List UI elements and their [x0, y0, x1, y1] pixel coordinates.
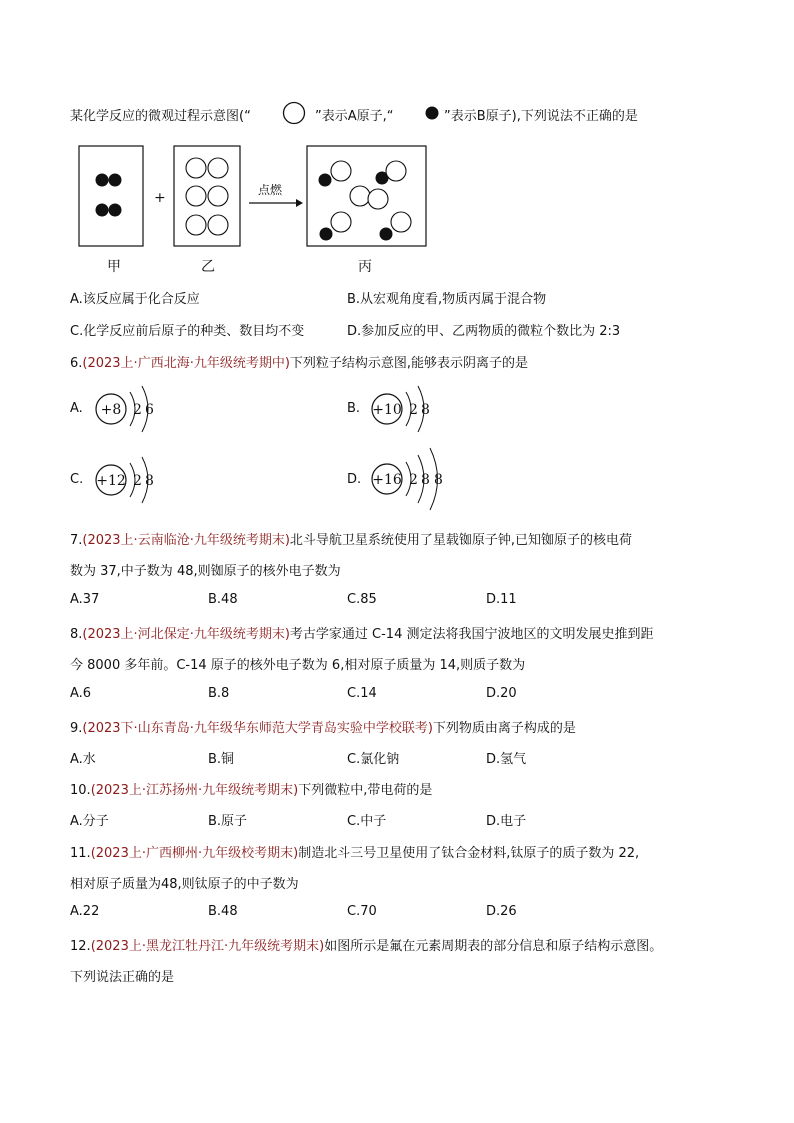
q7-text1: 北斗导航卫星系统使用了星载铷原子钟,已知铷原子的核电荷: [289, 533, 633, 548]
q11-line1: [70, 842, 639, 861]
q6-stem: [70, 352, 528, 371]
q5-stem-part2: ”表示A原子,“: [315, 109, 394, 124]
q8-number: 8.: [70, 627, 83, 642]
nucleus-label: +12: [96, 473, 126, 489]
q9-option-b: B.铜: [208, 752, 235, 767]
a-atom: [391, 212, 411, 232]
box-yi: [174, 146, 240, 246]
q7-option-d: D.11: [486, 592, 517, 607]
b-atom: [109, 174, 122, 187]
q11-option-c: C.70: [347, 904, 377, 919]
q5-stem-part3: ”表示B原子),下列说法不正确的是: [444, 109, 638, 124]
q11-number: 11.: [70, 846, 91, 861]
q6-number: 6.: [70, 356, 83, 371]
q8-option-a: A.6: [70, 686, 92, 701]
a-atom: [186, 158, 206, 178]
nucleus-label: +10: [372, 402, 402, 418]
box-label-yi: 乙: [201, 259, 215, 275]
box-label-bing: 丙: [358, 259, 372, 275]
q8-option-d: D.20: [486, 686, 517, 701]
shell-count: 2: [133, 473, 142, 489]
q7-source: (2023上·云南临沧·九年级统考期末): [82, 533, 290, 548]
q11-option-a: A.22: [70, 904, 100, 919]
q10-option-c: C.中子: [347, 814, 387, 829]
q8-text1: 考古学家通过 C-14 测定法将我国宁波地区的文明发展史推到距: [289, 627, 654, 642]
b-atom: [96, 174, 109, 187]
q10-option-d: D.电子: [486, 814, 527, 829]
reaction-diagram: [70, 138, 440, 253]
q11-source: (2023上·广西柳州·九年级校考期末): [90, 846, 299, 861]
shell-count: 2: [133, 402, 142, 418]
q7-line2: 数为 37,中子数为 48,则铷原子的核外电子数为: [70, 564, 341, 579]
q7-number: 7.: [70, 533, 83, 548]
a-atom: [331, 212, 351, 232]
plus-sign: +: [154, 190, 166, 206]
q8-source: (2023上·河北保定·九年级统考期末): [82, 627, 290, 642]
q6-text: 下列粒子结构示意图,能够表示阴离子的是: [289, 356, 529, 371]
box-label-jia: 甲: [107, 259, 121, 275]
filled-circle-icon: [424, 105, 440, 121]
q7-option-b: B.48: [208, 592, 238, 607]
shell-count: 8: [145, 473, 154, 489]
q5-option-a: A.该反应属于化合反应: [70, 292, 200, 307]
q6-option-c-letter: C.: [70, 472, 84, 487]
a-atom: [386, 161, 406, 181]
nucleus-label: +16: [372, 472, 402, 488]
q10-number: 10.: [70, 783, 91, 798]
q12-number: 12.: [70, 939, 91, 954]
q9-option-d: D.氢气: [486, 752, 527, 767]
nucleus-label: +8: [100, 402, 122, 418]
shell-count: 2: [409, 472, 418, 488]
q5-option-d: D.参加反应的甲、乙两物质的微粒个数比为 2:3: [347, 324, 621, 339]
q8-option-c: C.14: [347, 686, 377, 701]
b-atom: [320, 228, 333, 241]
q12-line2: 下列说法正确的是: [70, 970, 175, 985]
a-atom: [208, 158, 228, 178]
q11-line2: 相对原子质量为48,则钛原子的中子数为: [70, 877, 299, 892]
q10-option-a: A.分子: [70, 814, 109, 829]
q6-option-a-letter: A.: [70, 401, 83, 416]
b-atom: [319, 174, 332, 187]
shell-count: 6: [145, 402, 154, 418]
atom-structure-b: [368, 383, 448, 435]
shell-count: 8: [421, 402, 430, 418]
atom-structure-c: [92, 454, 172, 506]
a-atom: [186, 215, 206, 235]
q12-source: (2023上·黑龙江牡丹江·九年级统考期末): [90, 939, 325, 954]
q10-stem: [70, 779, 432, 798]
q5-stem-part1: 某化学反应的微观过程示意图(“: [70, 109, 251, 124]
atom-structure-d: [368, 446, 458, 512]
q10-option-b: B.原子: [208, 814, 248, 829]
q6-option-b-letter: B.: [347, 401, 361, 416]
q9-option-c: C.氯化钠: [347, 752, 400, 767]
q7-option-c: C.85: [347, 592, 377, 607]
q5-stem: [70, 105, 251, 124]
q5-option-c: C.化学反应前后原子的种类、数目均不变: [70, 324, 305, 339]
atom-structure-a: [92, 383, 172, 435]
q5-option-b: B.从宏观角度看,物质丙属于混合物: [347, 292, 547, 307]
q8-line2: 今 8000 多年前。C-14 原子的核外电子数为 6,相对原子质量为 14,则质子数为: [70, 658, 526, 673]
q10-source: (2023上·江苏扬州·九年级统考期末): [90, 783, 299, 798]
q9-stem: [70, 717, 576, 736]
shell-count: 2: [409, 402, 418, 418]
a-atom: [331, 161, 351, 181]
q9-option-a: A.水: [70, 752, 96, 767]
b-atom: [109, 204, 122, 217]
q12-text1: 如图所示是氟在元素周期表的部分信息和原子结构示意图。: [324, 939, 663, 954]
q6-source: (2023上·广西北海·九年级统考期中): [82, 356, 290, 371]
q11-option-b: B.48: [208, 904, 238, 919]
shell-count: 8: [434, 472, 443, 488]
q7-line1: [70, 529, 632, 548]
q9-number: 9.: [70, 721, 83, 736]
box-jia: [79, 146, 143, 246]
q12-line1: [70, 935, 662, 954]
q6-option-d-letter: D.: [347, 472, 362, 487]
a-atom: [350, 186, 370, 206]
a-atom: [208, 215, 228, 235]
a-atom: [368, 189, 388, 209]
open-circle-icon: [282, 101, 306, 125]
q10-text: 下列微粒中,带电荷的是: [298, 783, 433, 798]
b-atom: [96, 204, 109, 217]
q9-source: (2023下·山东青岛·九年级华东师范大学青岛实验中学校联考): [82, 721, 433, 736]
shell-count: 8: [421, 472, 430, 488]
q8-line1: [70, 623, 653, 642]
arrow-head: [296, 199, 303, 207]
q7-option-a: A.37: [70, 592, 100, 607]
b-atom: [380, 228, 393, 241]
q8-option-b: B.8: [208, 686, 230, 701]
a-atom: [208, 186, 228, 206]
q9-text: 下列物质由离子构成的是: [432, 721, 576, 736]
a-atom: [186, 186, 206, 206]
q11-text1: 制造北斗三号卫星使用了钛合金材料,钛原子的质子数为 22,: [298, 846, 640, 861]
arrow-label: 点燃: [258, 183, 283, 197]
q11-option-d: D.26: [486, 904, 517, 919]
